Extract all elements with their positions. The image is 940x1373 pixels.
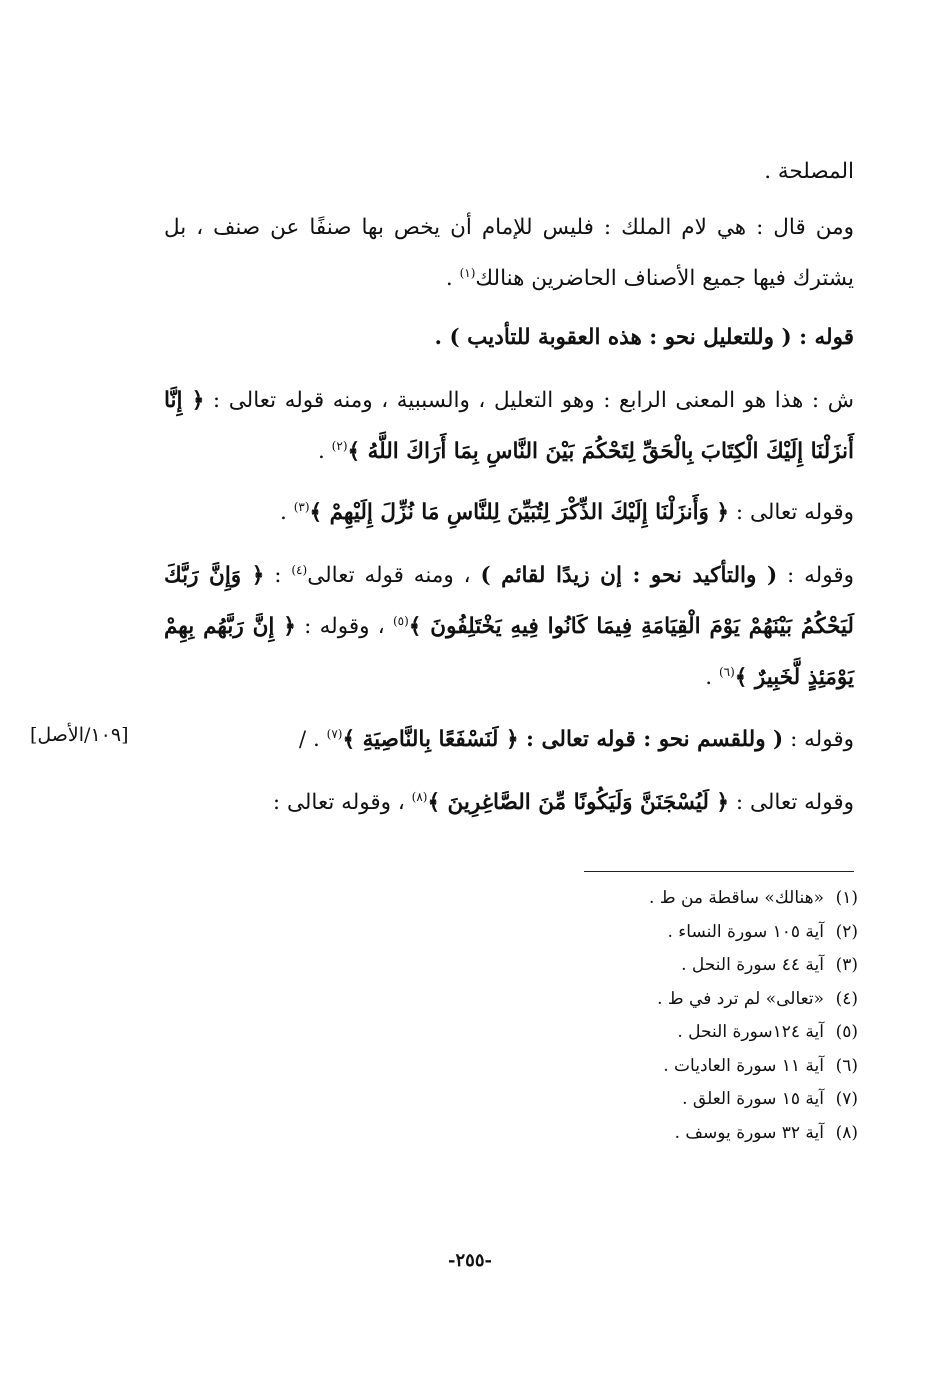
footnote-text: آية ١٢٤سورة النحل .	[677, 1022, 824, 1042]
footnote-text: آية ١١ سورة العاديات .	[663, 1055, 824, 1076]
footnote-ref-1[interactable]: (١)	[459, 265, 476, 280]
quran-verse: ﴿ وَإِنَّ رَبَّكَ لَيَحْكُمُ بَيْنَهُمْ يَوْمَ الْقِيَامَةِ فِيمَا كَانُوا فِيهِ يَخْتَلِفُونَ ﴾	[164, 563, 854, 639]
footnote-list	[558, 882, 858, 1150]
footnote-text: آية ١٥ سورة العلق .	[682, 1089, 824, 1109]
footnote-ref-7[interactable]: (٧)	[326, 726, 343, 741]
footnote-number: (٦)	[835, 1055, 858, 1076]
quran-verse: ﴿ وَأَنزَلْنَا إِلَيْكَ الذِّكْرَ لِتُبَيِّنَ لِلنَّاسِ مَا نُزِّلَ إِلَيْهِمْ ﴾	[309, 500, 730, 525]
paragraph-6-text: وقوله :	[777, 563, 854, 588]
paragraph-1	[164, 146, 854, 197]
paragraph-7: وقوله : ( وللقسم نحو : قوله تعالى : ﴿ لَنَسْفَعًا بِالنَّاصِيَةِ ﴾$^{(٧)}$ . /	[298, 726, 854, 752]
paragraph-5-text: وقوله تعالى :	[729, 500, 854, 525]
matn-quote: ( والتأكيد نحو : إن زيدًا لقائم )	[480, 563, 778, 588]
footnote-separator	[584, 871, 854, 872]
paragraph-1-text: المصلحة .	[764, 159, 854, 184]
paragraph-8-text: وقوله تعالى :	[729, 790, 854, 815]
quran-verse: ﴿ إِنَّا أَنزَلْنَا إِلَيْكَ الْكِتَابَ بِالْحَقِّ لِتَحْكُمَ بَيْنَ النَّاسِ بِمَا أَرَاكَ اللَّهُ ﴾	[164, 388, 854, 464]
paragraph-2: ومن قال : هي لام الملك : فليس للإمام أن يخص بها صنفًا عن صنف ، بل يشترك فيها جميع الأصناف الحاضرين هنالك$^{(١)}$ .	[164, 215, 854, 291]
paragraph-3	[164, 312, 854, 363]
footnote-item	[558, 882, 858, 916]
footnote-ref-5[interactable]: (٥)	[392, 613, 409, 628]
manuscript-folio-note: [١٠٩/الأصل]	[30, 724, 129, 746]
footnote-text: آية ٤٤ سورة النحل .	[681, 955, 824, 975]
footnote-text: «هنالك» ساقطة من ط .	[649, 888, 824, 908]
page-number: -٢٥٥-	[448, 1250, 492, 1271]
footnote-text: آية ١٠٥ سورة النساء .	[667, 921, 824, 942]
footnote-number: (٨)	[835, 1122, 858, 1143]
quran-verse: ﴿ إِنَّ رَبَّهُم بِهِمْ يَوْمَئِذٍ لَّخَبِيرٌ ﴾	[164, 614, 854, 690]
footnote-item	[558, 983, 858, 1017]
footnote-text: «تعالى» لم ترد في ط .	[657, 988, 824, 1009]
matn-quote: ( وللقسم نحو : قوله تعالى :	[518, 727, 784, 752]
paragraph-5: وقوله تعالى : ﴿ وَأَنزَلْنَا إِلَيْكَ الذِّكْرَ لِتُبَيِّنَ لِلنَّاسِ مَا نُزِّلَ إِلَيْهِمْ ﴾$^{(٣)}$ .	[280, 499, 854, 525]
footnote-item	[558, 949, 858, 983]
paragraph-7-text: وقوله :	[783, 727, 854, 752]
paragraph-4: ش : هذا هو المعنى الرابع : وهو التعليل ، والسببية ، ومنه قوله تعالى : ﴿ إِنَّا أَنزَلْنَا إِلَيْكَ الْكِتَابَ بِالْحَقِّ لِتَحْكُمَ بَيْنَ النَّاسِ بِمَا أَرَاكَ اللَّهُ ﴾$^{(٢)}$ .	[164, 388, 854, 464]
quran-verse: ﴿ لَيُسْجَنَنَّ وَلَيَكُونًا مِّنَ الصَّاغِرِينَ ﴾	[427, 790, 730, 815]
footnote-item	[558, 916, 858, 950]
footnote-ref-4[interactable]: (٤)	[291, 562, 308, 577]
quran-verse: ﴿ لَنَسْفَعًا بِالنَّاصِيَةِ ﴾	[342, 727, 519, 752]
footnote-number: (٢)	[835, 921, 858, 942]
footnote-ref-6[interactable]: (٦)	[718, 664, 735, 679]
matn-quote: قوله : ( وللتعليل نحو : هذه العقوبة للتأديب ) .	[434, 325, 854, 350]
footnote-number: (٣)	[835, 955, 858, 975]
paragraph-8: وقوله تعالى : ﴿ لَيُسْجَنَنَّ وَلَيَكُونًا مِّنَ الصَّاغِرِينَ ﴾$^{(٨)}$ ، وقوله تعالى :	[272, 789, 854, 815]
paragraph-4-text: ش : هذا هو المعنى الرابع : وهو التعليل ، والسببية ، ومنه قوله تعالى :	[204, 388, 854, 413]
footnote-ref-3[interactable]: (٣)	[293, 499, 310, 514]
paragraph-6: وقوله : ( والتأكيد نحو : إن زيدًا لقائم ) ، ومنه قوله تعالى$^{(٤)}$ : ﴿ وَإِنَّ رَبَّكَ لَيَحْكُمُ بَيْنَهُمْ يَوْمَ الْقِيَامَةِ فِيمَا كَانُوا فِيهِ يَخْتَلِفُونَ ﴾$^{(٥)}$ ، وقوله : ﴿ إِنَّ رَبَّهُم بِهِمْ يَوْمَئِذٍ لَّخَبِيرٌ ﴾$^{(٦)}$ .	[164, 562, 854, 690]
footnote-item	[558, 1117, 858, 1151]
footnote-item	[558, 1050, 858, 1084]
footnote-item	[558, 1083, 858, 1117]
paragraph-2-text: ومن قال : هي لام الملك : فليس للإمام أن يخص بها صنفًا عن صنف ، بل يشترك فيها جميع الأصناف الحاضرين هنالك	[164, 215, 854, 291]
footnote-text: آية ٣٢ سورة يوسف .	[674, 1122, 824, 1143]
footnote-number: (٧)	[835, 1089, 858, 1109]
footnote-ref-8[interactable]: (٨)	[411, 789, 428, 804]
footnote-item	[558, 1016, 858, 1050]
footnote-number: (٤)	[835, 988, 858, 1009]
footnote-number: (١)	[835, 888, 858, 908]
footnote-ref-2[interactable]: (٢)	[331, 438, 348, 453]
footnote-number: (٥)	[835, 1022, 858, 1042]
